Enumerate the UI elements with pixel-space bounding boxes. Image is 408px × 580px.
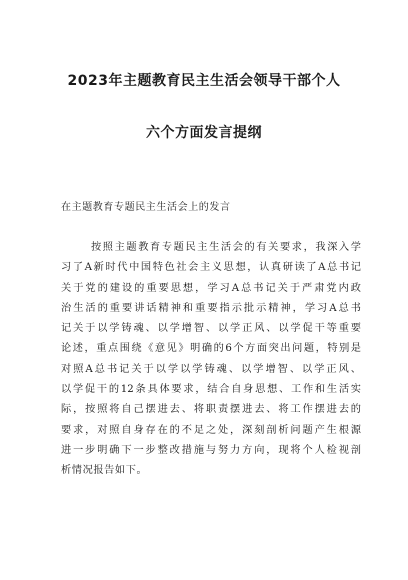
body-line: 按照主题教育专题民主生活会的有关要求，我深入学 [91, 242, 361, 253]
document-title-line-1: 2023年主题教育民主生活会领导干部个人 [67, 73, 341, 89]
body-line: 析情况报告如下。 [61, 465, 148, 477]
body-line: 关于党的建设的重要思想，学习A总书记关于严肃党内政 [61, 282, 361, 294]
body-line: 要求，对照自身存在的不足之处，深刻剖析问题产生根源 [61, 424, 361, 436]
body-line: 治生活的重要讲话精神和重要指示批示精神，学习A总书 [61, 302, 361, 314]
body-line: 以学促干的12条具体要求，结合自身思想、工作和生活实 [61, 384, 361, 396]
document-title-line-2: 六个方面发言提纲 [146, 125, 262, 141]
document-body [61, 238, 361, 482]
body-line: 际，按照将自己摆进去、将职责摆进去、将工作摆进去的 [61, 404, 361, 416]
body-line: 记关于以学铸魂、以学增智、以学正风、以学促干等重要 [61, 323, 361, 335]
body-line: 习了A新时代中国特色社会主义思想，认真研读了A总书记 [61, 262, 361, 274]
body-line: 对照A总书记关于以学以学铸魂、以学增智、以学正风、 [61, 363, 361, 375]
document-subtitle: 在主题教育专题民主生活会上的发言 [61, 202, 231, 213]
body-line: 论述，重点围绕《意见》明确的6个方面突出问题，特别是 [61, 343, 361, 355]
body-line: 进一步明确下一步整改措施与努力方向，现将个人检视剖 [61, 444, 361, 456]
